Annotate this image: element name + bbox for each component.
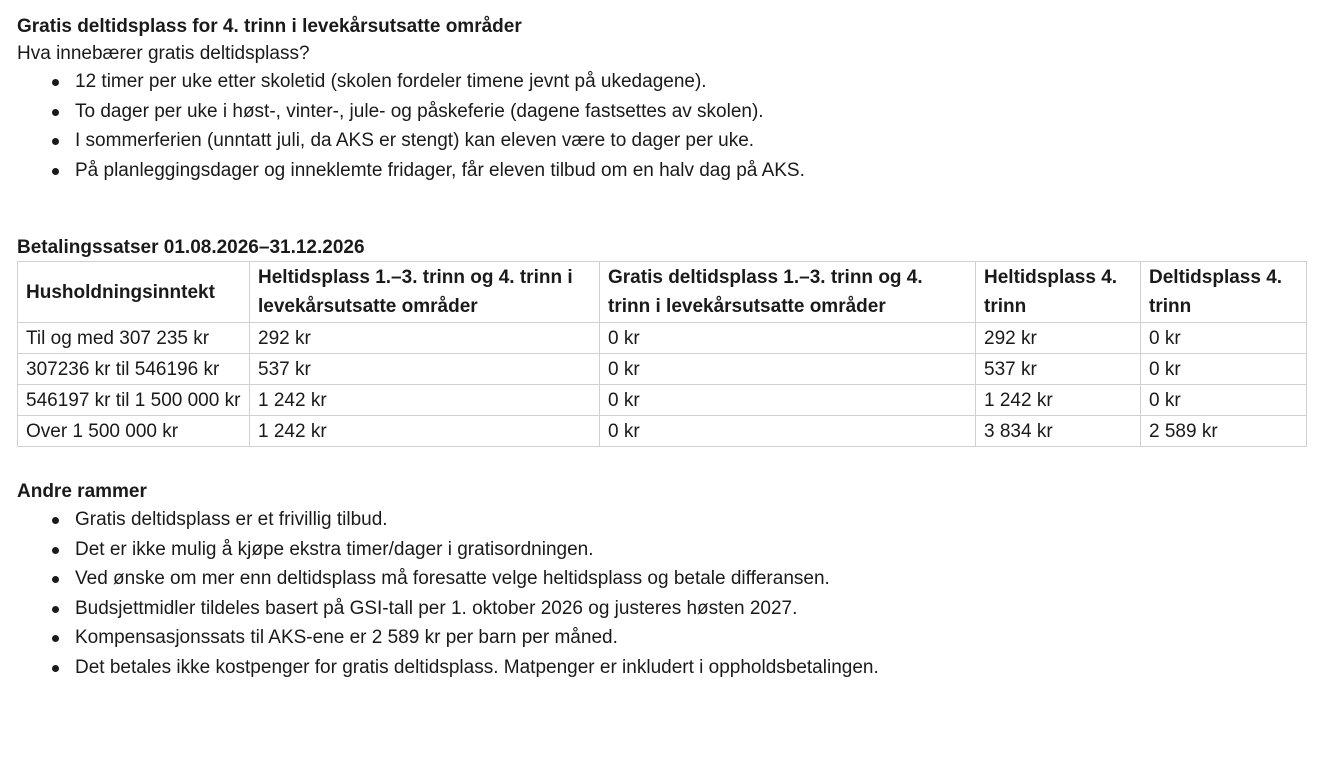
table-cell: 0 kr: [1141, 323, 1307, 354]
intro-bullet-list: [17, 67, 1307, 185]
list-item: [17, 564, 1307, 594]
table-cell: Over 1 500 000 kr: [18, 416, 250, 447]
table-cell: 0 kr: [1141, 385, 1307, 416]
list-item: [17, 594, 1307, 624]
list-item: [17, 623, 1307, 653]
table-cell: 1 242 kr: [250, 385, 600, 416]
bullet-icon: [52, 168, 59, 175]
bullet-icon: [52, 109, 59, 116]
list-item-text: 12 timer per uke etter skoletid (skolen fordeler timene jevnt på ukedagene).: [75, 71, 707, 92]
other-bullet-list: [17, 505, 1307, 682]
bullet-icon: [52, 79, 59, 86]
column-header-household-income: Husholdningsinntekt: [18, 262, 250, 323]
list-item-text: Budsjettmidler tildeles basert på GSI-tall per 1. oktober 2026 og justeres høsten 2027.: [75, 597, 798, 619]
column-header-fulltime-4: Heltidsplass 4. trinn: [976, 262, 1141, 323]
bullet-icon: [52, 517, 59, 524]
section-title-other: Andre rammer: [17, 481, 147, 502]
list-item: [17, 535, 1307, 565]
list-item-text: Det er ikke mulig å kjøpe ekstra timer/dager i gratisordningen.: [75, 538, 594, 560]
list-item-text: Gratis deltidsplass er et frivillig tilbud.: [75, 509, 388, 530]
bullet-icon: [52, 138, 59, 145]
list-item-text: To dager per uke i høst-, vinter-, jule- og påskeferie (dagene fastsettes av skolen).: [75, 100, 764, 122]
table-row: [18, 416, 1307, 447]
table-cell: 2 589 kr: [1141, 416, 1307, 447]
list-item: [17, 67, 1307, 97]
page-title: Gratis deltidsplass for 4. trinn i levekårsutsatte områder: [17, 16, 522, 37]
list-item-text: Kompensasjonssats til AKS-ene er 2 589 kr per barn per måned.: [75, 627, 618, 648]
list-item: [17, 505, 1307, 535]
table-cell: 1 242 kr: [250, 416, 600, 447]
table-cell: 292 kr: [250, 323, 600, 354]
intro-question: Hva innebærer gratis deltidsplass?: [17, 43, 310, 64]
table-cell: 537 kr: [976, 354, 1141, 385]
rates-table: [17, 261, 1307, 447]
table-row: [18, 354, 1307, 385]
table-row: [18, 323, 1307, 354]
table-cell: 0 kr: [600, 416, 976, 447]
list-item-text: Ved ønske om mer enn deltidsplass må foresatte velge heltidsplass og betale differansen.: [75, 568, 830, 589]
bullet-icon: [52, 576, 59, 583]
table-cell: Til og med 307 235 kr: [18, 323, 250, 354]
table-row: [18, 385, 1307, 416]
table-cell: 546197 kr til 1 500 000 kr: [18, 385, 250, 416]
list-item-text: I sommerferien (unntatt juli, da AKS er stengt) kan eleven være to dager per uke.: [75, 130, 755, 151]
table-cell: 0 kr: [600, 385, 976, 416]
column-header-parttime-4: Deltidsplass 4. trinn: [1141, 262, 1307, 323]
list-item-text: Det betales ikke kostpenger for gratis deltidsplass. Matpenger er inkludert i oppholdsbetalingen.: [75, 656, 879, 678]
rates-table-title: Betalingssatser 01.08.2026–31.12.2026: [17, 237, 365, 258]
list-item: [17, 653, 1307, 683]
list-item-text: På planleggingsdager og inneklemte fridager, får eleven tilbud om en halv dag på AKS.: [75, 159, 805, 181]
column-header-free-parttime-1-3: Gratis deltidsplass 1.–3. trinn og 4. trinn i levekårsutsatte områder: [600, 262, 976, 323]
bullet-icon: [52, 547, 59, 554]
list-item: [17, 97, 1307, 127]
document-content: [17, 14, 1307, 682]
bullet-icon: [52, 665, 59, 672]
table-cell: 292 kr: [976, 323, 1141, 354]
table-cell: 0 kr: [600, 323, 976, 354]
bullet-icon: [52, 606, 59, 613]
list-item: [17, 156, 1307, 186]
list-item: [17, 126, 1307, 156]
column-header-fulltime-1-3: Heltidsplass 1.–3. trinn og 4. trinn i levekårsutsatte områder: [250, 262, 600, 323]
table-header-row: [18, 262, 1307, 323]
table-cell: 0 kr: [600, 354, 976, 385]
table-cell: 1 242 kr: [976, 385, 1141, 416]
bullet-icon: [52, 635, 59, 642]
table-cell: 3 834 kr: [976, 416, 1141, 447]
table-cell: 537 kr: [250, 354, 600, 385]
table-cell: 307236 kr til 546196 kr: [18, 354, 250, 385]
table-cell: 0 kr: [1141, 354, 1307, 385]
